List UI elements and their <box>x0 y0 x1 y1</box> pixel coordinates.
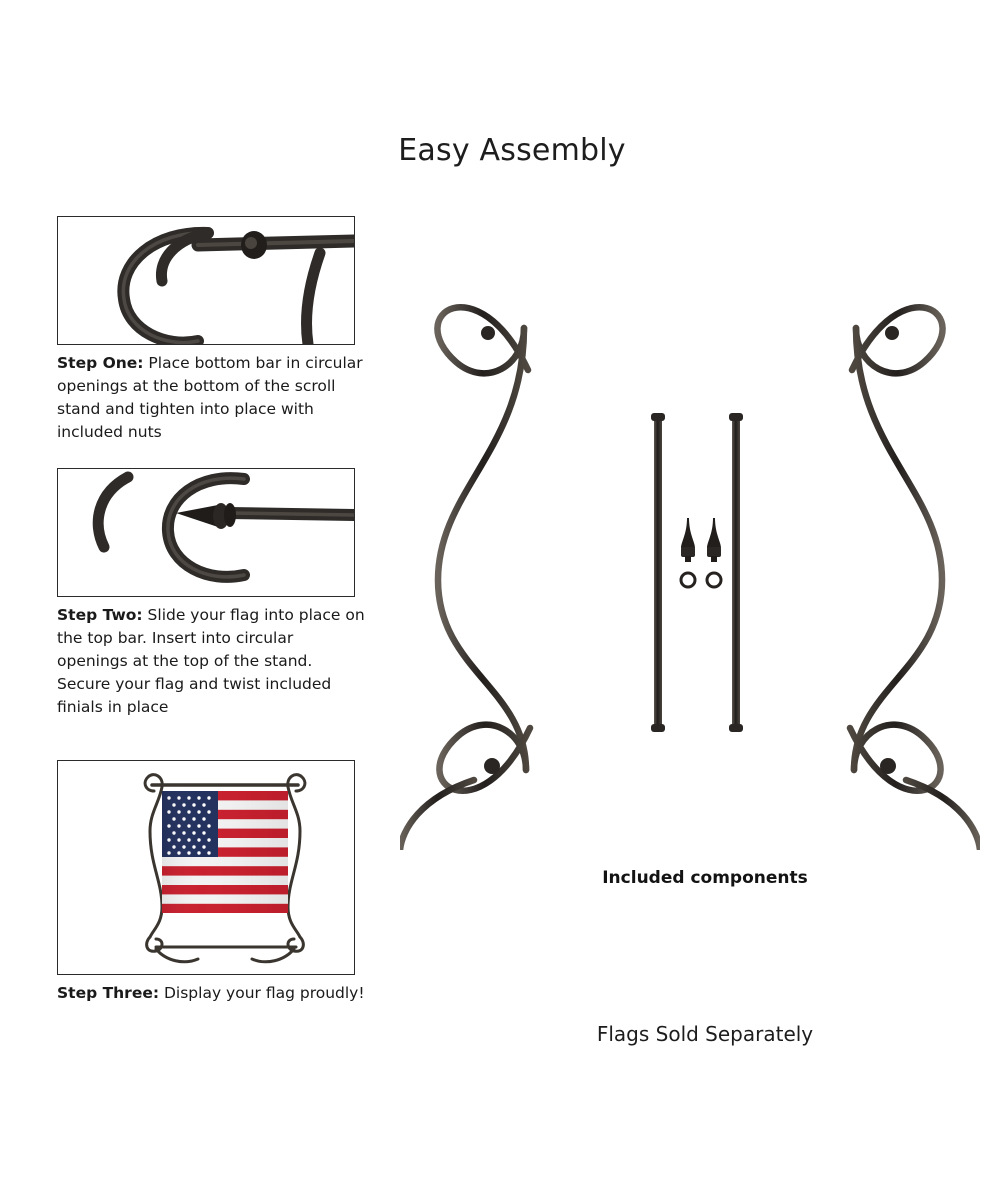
step-one-image <box>57 216 355 345</box>
scroll-stand-left-graphic <box>400 307 530 850</box>
step-block-one <box>57 216 365 444</box>
step-block-two <box>57 468 365 719</box>
step-block-three <box>57 760 365 1005</box>
cross-bar-right-graphic <box>729 413 743 732</box>
step-one-text: Place bottom bar in circular openings at the bottom of the scroll stand and tighten into place with included nuts <box>57 354 363 441</box>
scroll-stand-left-top-knob <box>481 326 495 340</box>
nut-right-graphic <box>707 573 721 587</box>
flags-sold-separately-note: Flags Sold Separately <box>596 1022 814 1046</box>
step-two-image <box>57 468 355 597</box>
finial-right-graphic <box>707 518 721 562</box>
step-three-image <box>57 760 355 975</box>
step-two-caption <box>57 604 365 719</box>
finial-left-graphic <box>681 518 695 562</box>
scroll-stand-left-bottom-knob <box>484 758 500 774</box>
page-title-text: Easy Assembly <box>398 133 626 168</box>
components-illustration <box>400 250 980 850</box>
nut-left-graphic <box>681 573 695 587</box>
scroll-stand-right-top-knob <box>885 326 899 340</box>
step-one-caption <box>57 352 365 444</box>
components-label: Included components <box>602 868 808 888</box>
scroll-stand-right-graphic <box>850 307 980 850</box>
step-three-label: Step Three: <box>57 984 160 1002</box>
step-two-text: Slide your flag into place on the top bar. Insert into circular openings at the top of the stand. Secure your flag and twist included finials in place <box>57 606 365 716</box>
step-two-label: Step Two: <box>57 606 143 624</box>
cross-bar-left-graphic <box>651 413 665 732</box>
step-three-caption <box>57 982 365 1005</box>
step-one-label: Step One: <box>57 354 144 372</box>
scroll-stand-right-bottom-knob <box>880 758 896 774</box>
step-three-text: Display your flag proudly! <box>159 984 365 1002</box>
page-title <box>0 133 1000 168</box>
